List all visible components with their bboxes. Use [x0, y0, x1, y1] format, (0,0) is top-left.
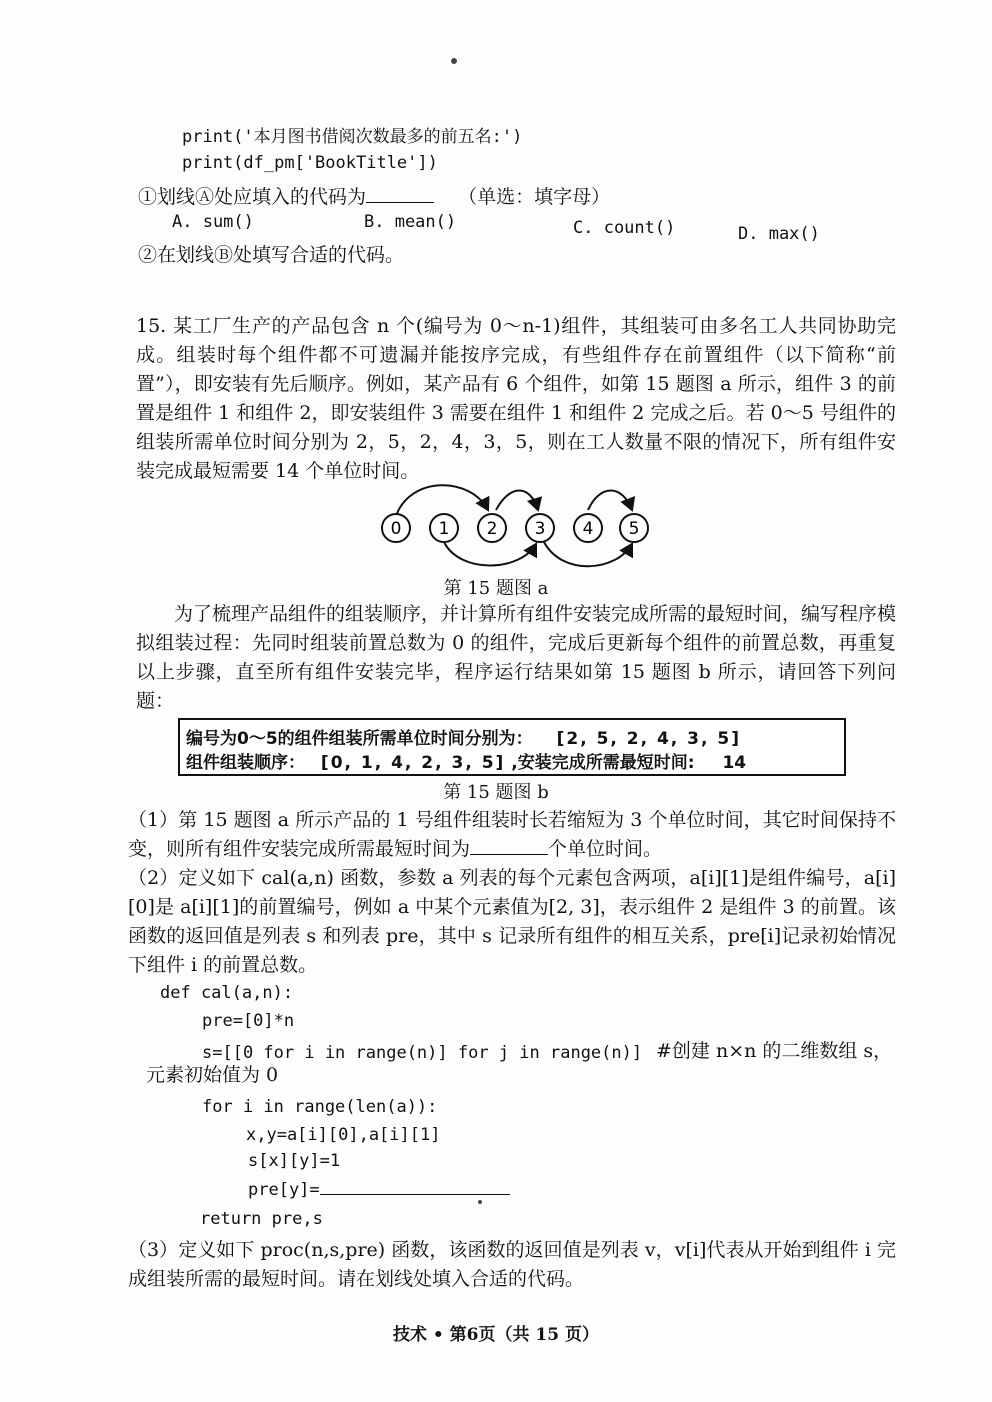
- node-4: [574, 514, 602, 542]
- code-line-print-booktitle: print(df_pm['BookTitle']): [182, 153, 438, 173]
- sub-question-2: （2）定义如下 cal(a,n) 函数，参数 a 列表的每个元素包含两项，a[i][1]是组件编号，a[i][0]是 a[i][1]的前置编号，例如 a 中某个元素值为[2, 3]，表示组件 2 是组件 3 的前置。该函数的返回值是列表 s 和列表 pre，其中 s 记录所有组件的相互关系，pre[i]记录初始情况下组件 i 的前置总数。: [128, 867, 896, 976]
- scan-dot: [451, 58, 457, 64]
- sub-question-1: [128, 806, 896, 864]
- node-2: [478, 514, 506, 542]
- edge-2-3: [496, 491, 538, 511]
- answer-blank-pre[interactable]: [320, 1176, 510, 1195]
- edge-1-3: [444, 542, 536, 566]
- node-0: [382, 514, 410, 542]
- question-1-suffix: （单选：填字母）: [458, 186, 611, 208]
- answer-blank-a[interactable]: [366, 184, 434, 203]
- option-d: D. max(): [738, 224, 820, 244]
- component-dependency-diagram: [370, 476, 670, 572]
- code-def-cal: def cal(a,n):: [160, 983, 294, 1003]
- output-time-label: 编号为0～5的组件组装所需单位时间分别为：: [186, 729, 533, 749]
- output-time-values: [2, 5, 2, 4, 3, 5]: [556, 729, 741, 749]
- code-xy-assign: x,y=a[i][0],a[i][1]: [246, 1125, 441, 1145]
- output-min-time-value: 14: [722, 753, 747, 773]
- code-pre-assign: [248, 1176, 510, 1203]
- option-b: B. mean(): [364, 212, 457, 232]
- node-2-label: 2: [486, 519, 498, 539]
- code-s-init: s=[[0 for i in range(n)] for j in range(n)]: [202, 1043, 643, 1063]
- program-output-box: [178, 718, 846, 776]
- edge-0-2: [396, 485, 488, 516]
- question-1-line: [138, 184, 610, 210]
- output-order-values: [0, 1, 4, 2, 3, 5]: [320, 753, 506, 773]
- question-2-text: ②在划线Ⓑ处填写合适的代码。: [138, 244, 405, 266]
- node-1: [430, 514, 458, 542]
- option-c: C. count(): [573, 218, 676, 238]
- edge-4-5: [588, 491, 632, 511]
- question-1-prefix: ①划线Ⓐ处应填入的代码为: [138, 186, 367, 208]
- code-s-assign: s[x][y]=1: [248, 1151, 341, 1171]
- node-5: [620, 514, 648, 542]
- node-1-label: 1: [438, 519, 450, 539]
- problem-15-intro: 15. 某工厂生产的产品包含 n 个(编号为 0～n-1)组件，其组装可由多名工人共同协助完成。组装时每个组件都不可遗漏并能按序完成，有些组件存在前置组件（以下简称“前置”），即安装有先后顺序。例如，某产品有 6 个组件，如第 15 题图 a 所示，组件 3 的前置是组件 1 和组件 2，即安装组件 3 需要在组件 1 和组件 2 完成之后。若 0～5 号组件的组装所需单位时间分别为 2，5，2，4，3，5，则在工人数量不限的情况下，所有组件安装完成最短需要 14 个单位时间。: [136, 315, 896, 482]
- figure-a-caption: 第 15 题图 a: [443, 578, 549, 599]
- code-pre-init: pre=[0]*n: [202, 1011, 295, 1031]
- code-return: return pre,s: [200, 1209, 323, 1229]
- node-0-label: 0: [390, 519, 402, 539]
- sub-question-3: （3）定义如下 proc(n,s,pre) 函数，该函数的返回值是列表 v，v[i]代表从开始到组件 i 完成组装所需的最短时间。请在划线处填入合适的代码。: [128, 1239, 896, 1290]
- scan-dot: [478, 1200, 482, 1204]
- output-min-time-label: ,安装完成所需最短时间:: [511, 753, 695, 773]
- node-3: [526, 514, 554, 542]
- edge-3-5: [544, 542, 632, 566]
- problem-15-description: 为了梳理产品组件的组装顺序，并计算所有组件安装完成所需的最短时间，编写程序模拟组装过程：先同时组装前置总数为 0 的组件，完成后更新每个组件的前置总数，再重复以上步骤，直至所有组件安装完毕，程序运行结果如第 15 题图 b 所示，请回答下列问题：: [136, 603, 897, 712]
- answer-blank-min-time[interactable]: [470, 836, 548, 855]
- sub-question-1-unit: 个单位时间。: [548, 838, 663, 860]
- code-comment-cont: 元素初始值为 0: [146, 1064, 279, 1086]
- option-a: A. sum(): [172, 212, 254, 232]
- node-3-label: 3: [534, 519, 546, 539]
- output-order-label: 组件组装顺序：: [186, 753, 305, 773]
- code-line-print-title: print('本月图书借阅次数最多的前五名:'): [182, 127, 523, 147]
- code-pre-assign-text: pre[y]=: [248, 1180, 320, 1200]
- code-for-loop: for i in range(len(a)):: [202, 1097, 438, 1117]
- figure-b-caption: 第 15 题图 b: [443, 782, 549, 803]
- node-5-label: 5: [628, 519, 640, 539]
- page-footer: 技术 • 第6页（共 15 页）: [392, 1325, 600, 1345]
- node-4-label: 4: [582, 519, 594, 539]
- code-comment: #创建 n×n 的二维数组 s，: [656, 1040, 893, 1062]
- sub-question-1-text: （1）第 15 题图 a 所示产品的 1 号组件组装时长若缩短为 3 个单位时间，其它时间保持不变，则所有组件安装完成所需最短时间为: [128, 809, 896, 860]
